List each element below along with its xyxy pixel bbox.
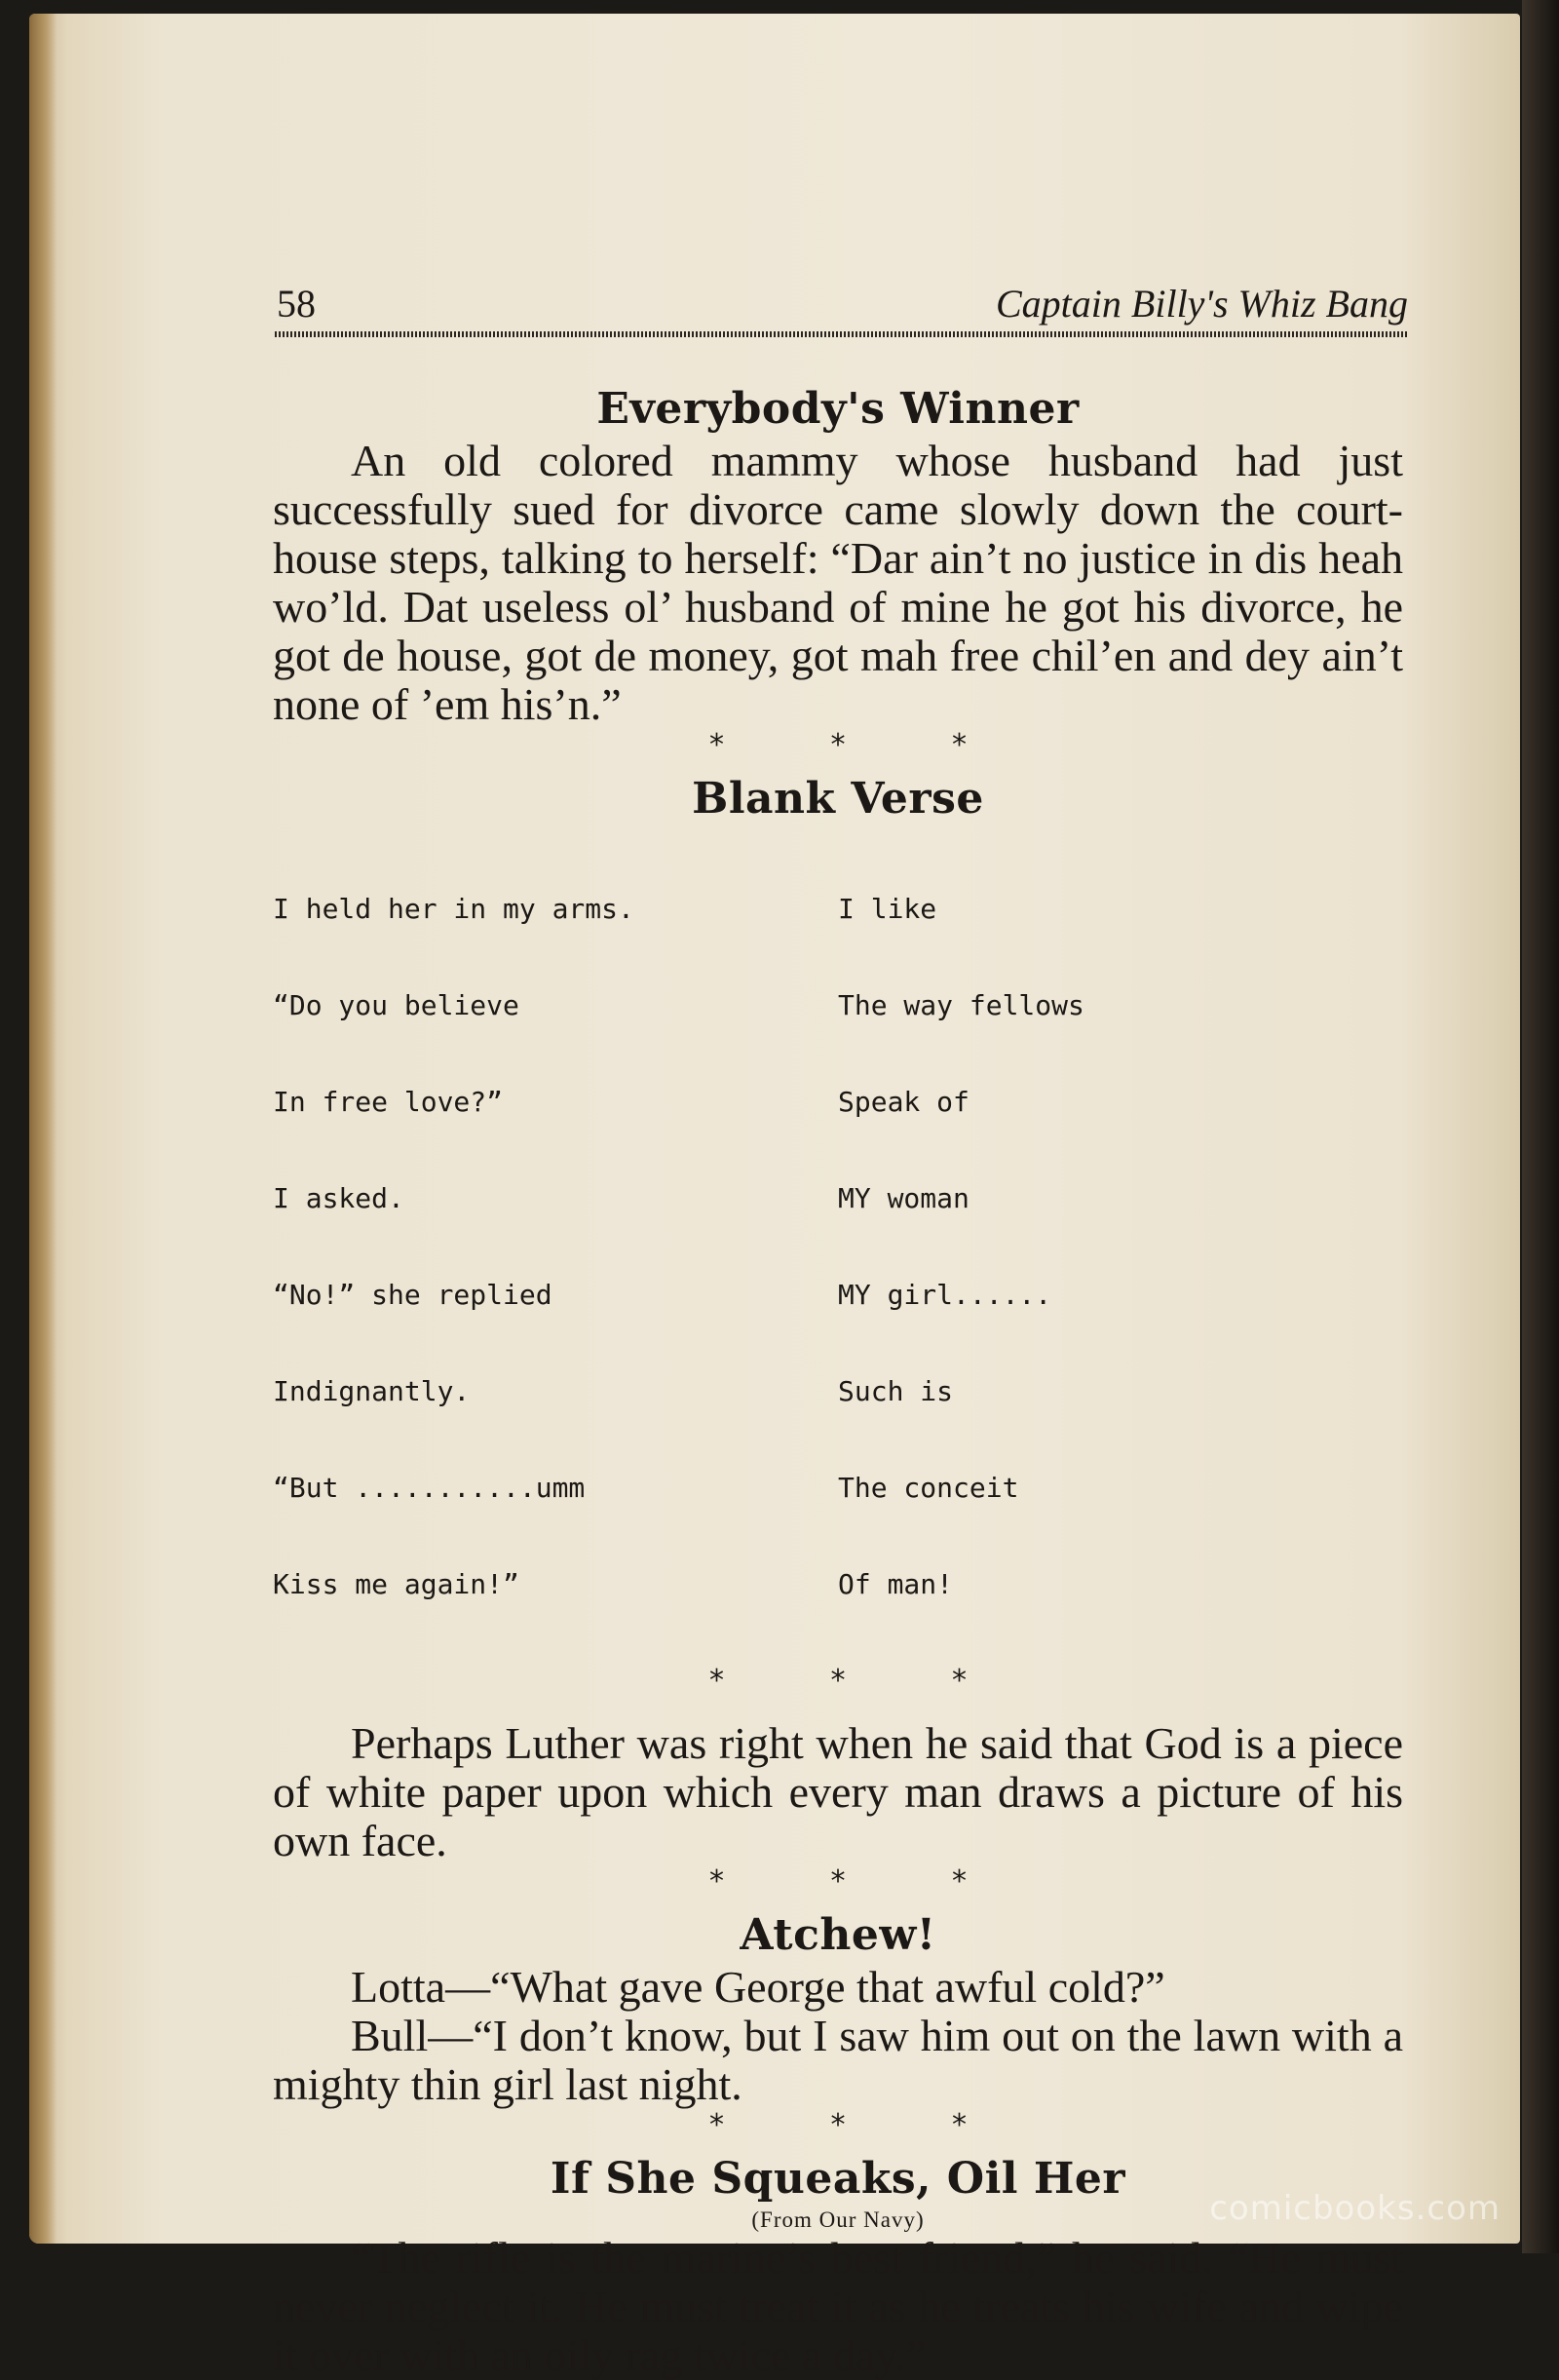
verse-line: Kiss me again!” (273, 1568, 519, 1600)
separator-stars: * * * (708, 2108, 1016, 2142)
verse-line: The way fellows (838, 989, 1084, 1021)
page-header (246, 281, 1408, 339)
verse-line: “But ...........umm (273, 1472, 586, 1504)
separator-stars: * * * (708, 1664, 1016, 1698)
verse-line: Indignantly. (273, 1375, 471, 1407)
story-title-atchew: Atchew! (740, 1910, 936, 1960)
page-number: 58 (277, 282, 316, 326)
story-title-if-she-squeaks: If She Squeaks, Oil Her (550, 2154, 1126, 2204)
story-title-blank-verse: Blank Verse (692, 774, 984, 824)
verse-line: I asked. (273, 1182, 404, 1214)
blank-verse-poem (273, 828, 1403, 1665)
verse-line: Speak of (838, 1086, 970, 1118)
story-body-if-she-squeaks: “The rifle is the marine’s best friend,” he said. “He must never neglect it. He must treat it as he treats his wife and wipe it over with an oily rag twice a day.” (273, 2233, 1403, 2380)
publication-title: Captain Billy's Whiz Bang (996, 282, 1408, 326)
verse-left-column (273, 828, 838, 1665)
verse-line: “Do you believe (273, 989, 519, 1021)
verse-line: I like (838, 893, 937, 925)
separator-stars: * * * (708, 728, 1016, 762)
book-spine-edge (1522, 0, 1559, 2253)
verse-line: MY woman (838, 1182, 970, 1214)
magazine-page (29, 14, 1520, 2380)
story-line-lotta: Lotta—“What gave George that awful cold?” (351, 1962, 1165, 2012)
story-title-everybodys-winner: Everybody's Winner (596, 384, 1080, 434)
verse-line: MY girl...... (838, 1279, 1052, 1311)
watermark: comicbooks.com (1209, 2189, 1501, 2228)
verse-line: In free love?” (273, 1086, 504, 1118)
story-body-everybodys-winner: An old colored mammy whose husband had just successfully sued for divorce came slowly down the court-house steps, talking to herself: “Dar ain’t no justice in dis heah wo’ld. Dat useless ol’ husband of mine he got his divorce, he got de house, got de money, got mah free chil’en and dey ain’t none of ’em his’n.” (273, 436, 1403, 729)
story-subtitle: (From Our Navy) (751, 2207, 925, 2232)
page-content (273, 382, 1403, 2380)
story-body-luther: Perhaps Luther was right when he said that God is a piece of white paper upon which every man draws a picture of his own face. (273, 1718, 1403, 1865)
verse-line: I held her in my arms. (273, 893, 634, 925)
story-line-bull: Bull—“I don’t know, but I saw him out on the lawn with a mighty thin girl last night. (273, 2011, 1403, 2109)
verse-line: The conceit (838, 1472, 1019, 1504)
verse-line: “No!” she replied (273, 1279, 552, 1311)
verse-line: Such is (838, 1375, 954, 1407)
verse-right-column (838, 828, 1084, 1665)
separator-stars: * * * (708, 1864, 1016, 1899)
verse-line: Of man! (838, 1568, 954, 1600)
header-rule (275, 331, 1408, 337)
